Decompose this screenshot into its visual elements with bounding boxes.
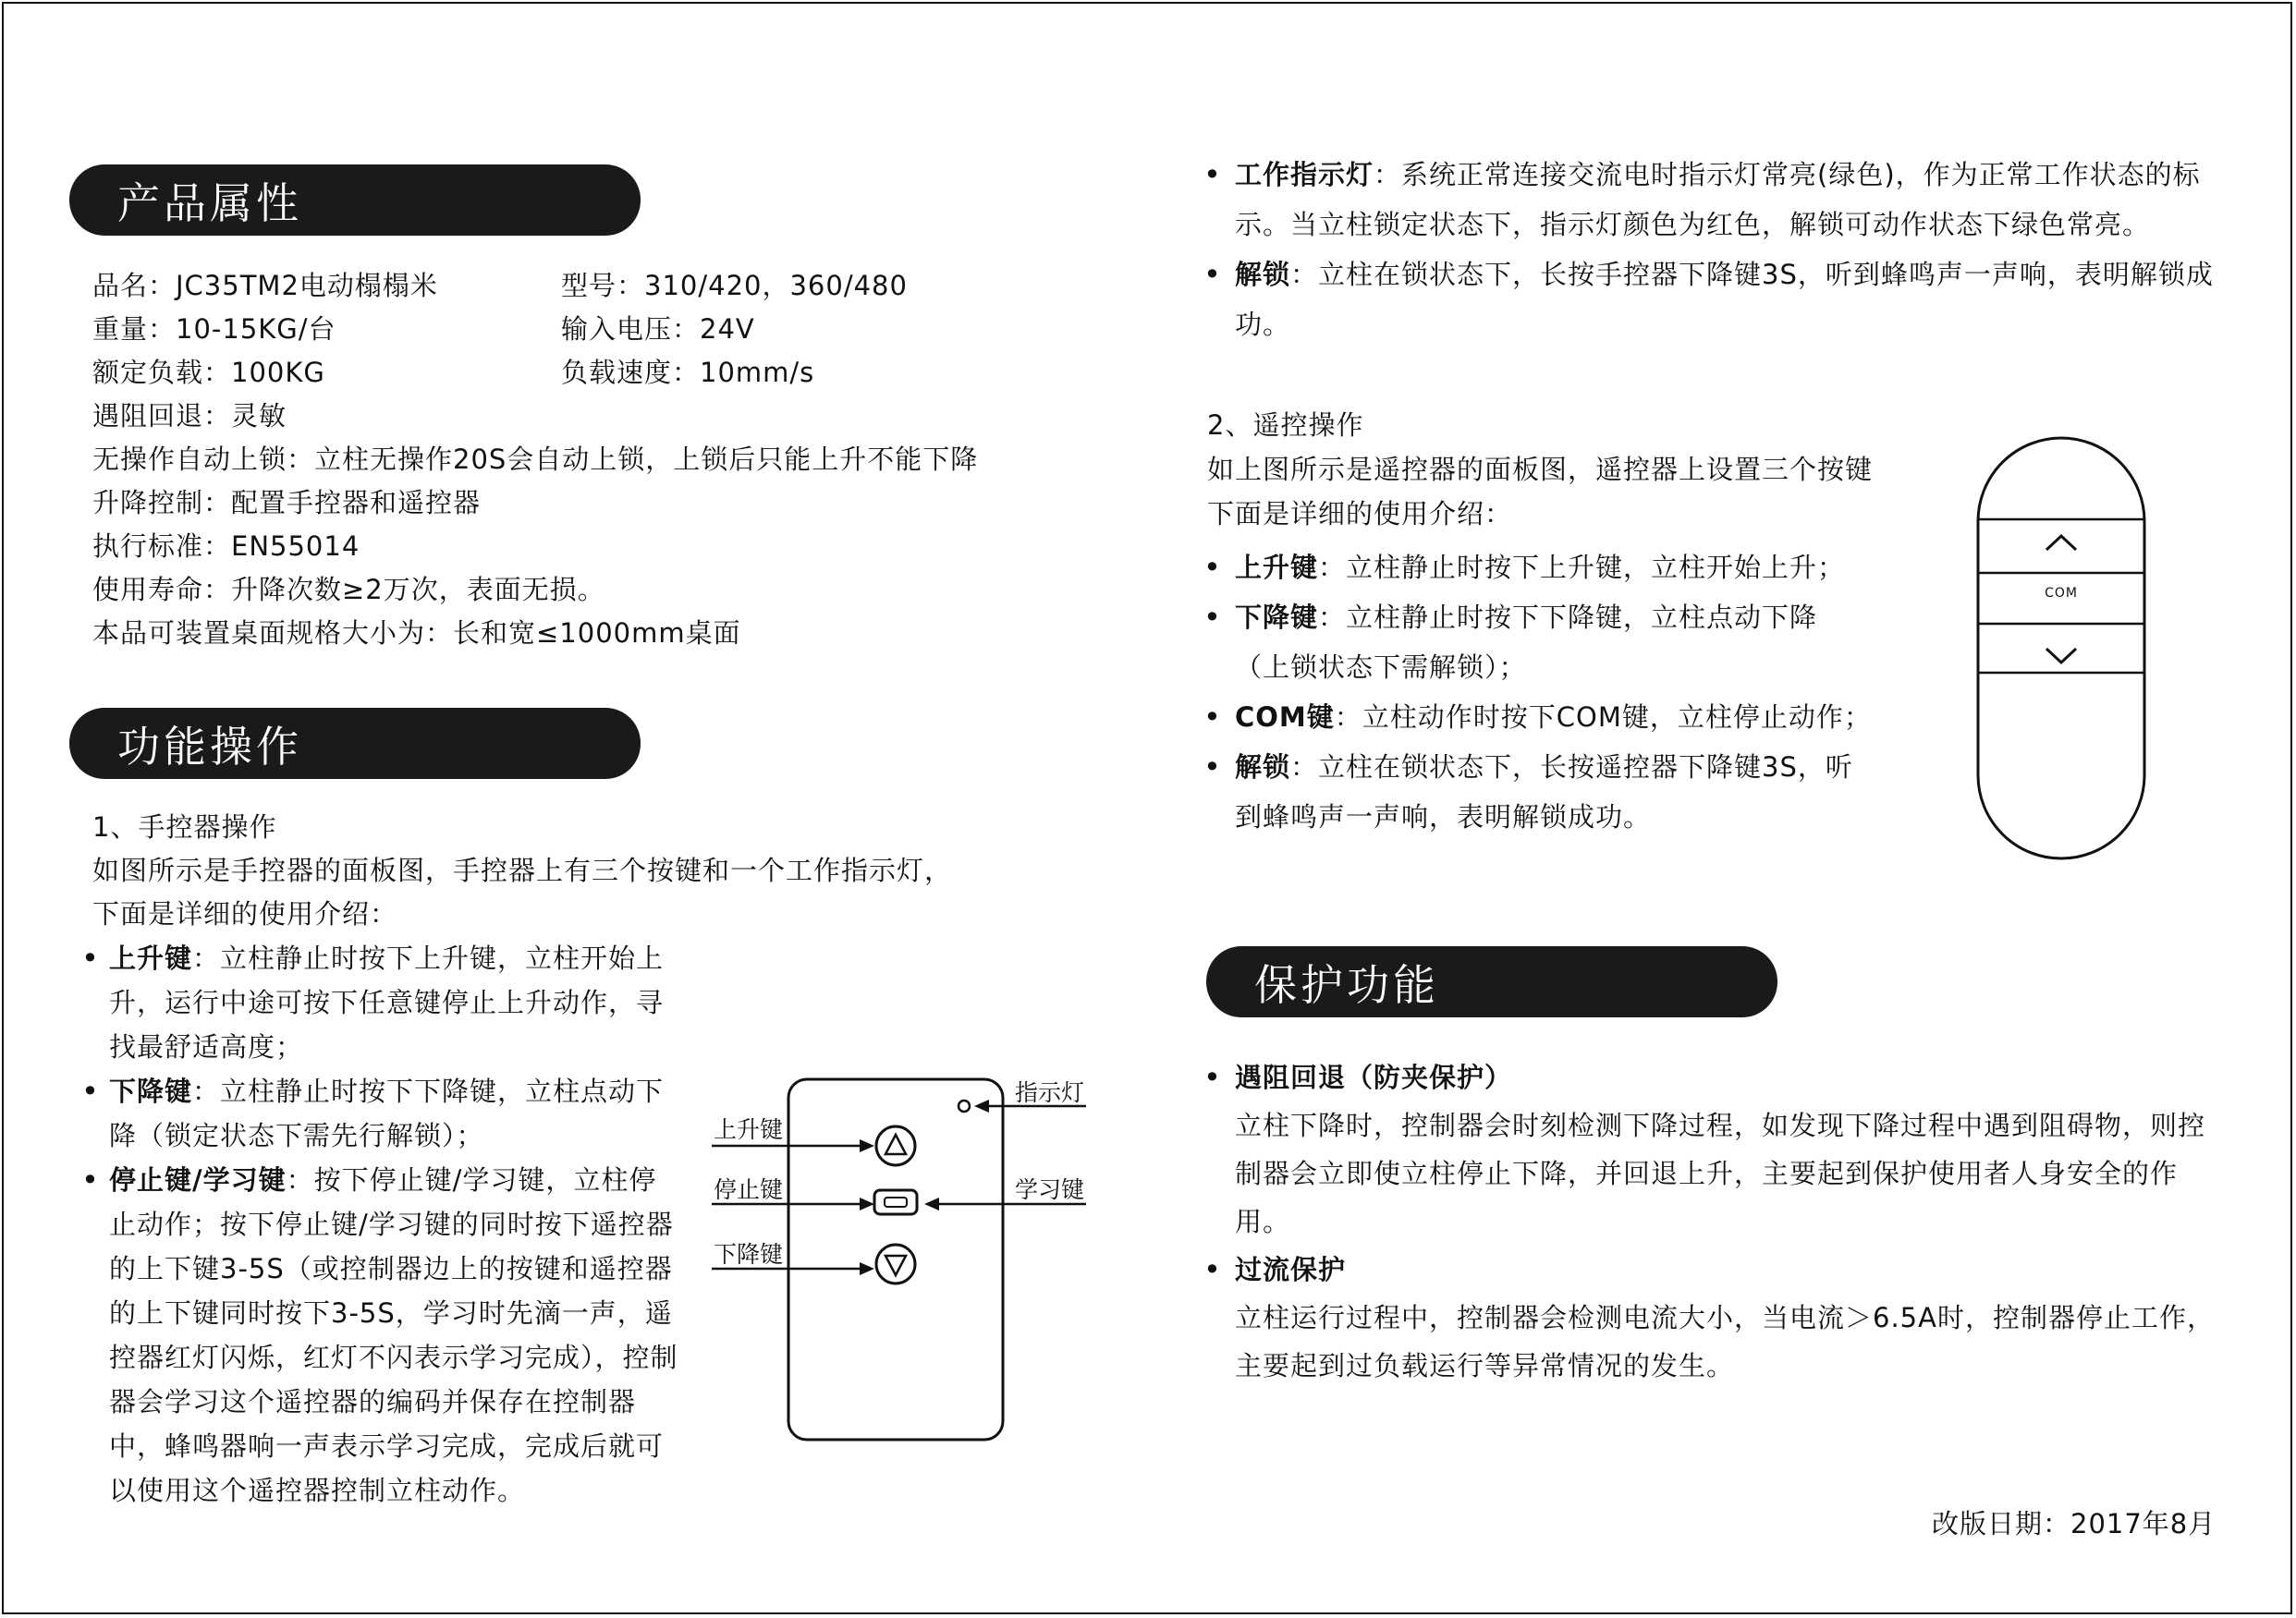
remote-up-chevron-icon <box>2046 536 2076 550</box>
remote-unlock-text2: 到蜂鸣声一声响，表明解锁成功。 <box>1235 801 1652 833</box>
obstacle-item <box>1203 1053 2220 1101</box>
hand-unlock-item <box>1203 249 2220 349</box>
indicator-light-icon <box>959 1101 970 1112</box>
down-arrow-icon <box>860 1262 874 1275</box>
up-triangle-icon <box>885 1135 906 1154</box>
protection-section-title <box>1206 946 1777 1017</box>
remote-up-text: ：立柱静止时按下上升键，立柱开始上升； <box>1318 552 1846 583</box>
hand-intro-line1: 如图所示是手控器的面板图，手控器上有三个按键和一个工作指示灯， <box>92 855 953 886</box>
obstacle-label: 遇阻回退（防夹保护） <box>1235 1062 1513 1093</box>
attr-voltage: 输入电压：24V <box>561 313 755 345</box>
remote-unlock-item <box>1203 742 1924 842</box>
work-indicator-text: ：系统正常连接交流电时指示灯常亮(绿色)，作为正常工作状态的标示。当立柱锁定状态下，指示灯颜色为红色，解锁可动作状态下绿色常亮。 <box>1235 159 2201 240</box>
attr-control: 升降控制：配置手控器和遥控器 <box>92 487 482 518</box>
hand-stop-item <box>81 1158 682 1513</box>
remote-down-label: 下降键 <box>1235 602 1319 633</box>
attr-standard: 执行标准：EN55014 <box>92 530 360 562</box>
remote-controller-diagram <box>1969 434 2154 869</box>
learn-arrow-icon <box>924 1198 939 1210</box>
remote-heading: 2、遥控操作 <box>1207 409 1364 441</box>
work-indicator-label: 工作指示灯 <box>1235 159 1374 190</box>
remote-com-label: COM键 <box>1235 701 1335 733</box>
hand-stop-text: ：按下停止键/学习键，立柱停止动作；按下停止键/学习键的同时按下遥控器的上下键3-5S（或控制器边上的按键和遥控器的上下键同时按下3-5S，学习时先滴一声，遥控器红灯闪烁，红灯不闪表示学习完成），控制器会学习这个遥控器的编码并保存在控制器中，蜂鸣器响一声表示学习完成，完成后就可以使用这个遥控器控制立柱动作。 <box>109 1164 678 1506</box>
attr-size: 本品可装置桌面规格大小为：长和宽≤1000mm桌面 <box>92 617 741 649</box>
operations-section-title <box>69 708 641 779</box>
remote-down-chevron-icon <box>2046 649 2076 663</box>
remote-down-text2: （上锁状态下需解锁）； <box>1235 651 1527 683</box>
remote-unlock-text: ：立柱在锁状态下，长按遥控器下降键3S，听 <box>1290 751 1853 783</box>
remote-com-button-label: COM <box>2045 586 2078 601</box>
remote-up-label: 上升键 <box>1235 552 1319 583</box>
hand-key-list <box>81 936 682 1513</box>
hand-up-item <box>81 936 682 1069</box>
hand-down-label: 下降键 <box>109 1076 193 1107</box>
remote-intro-line1: 如上图所示是遥控器的面板图，遥控器上设置三个按键 <box>1207 454 1874 485</box>
protection-title-text: 保护功能 <box>1254 959 1439 1010</box>
remote-key-list <box>1203 542 1924 842</box>
remote-unlock-label: 解锁 <box>1235 751 1291 783</box>
hand-down-item <box>81 1069 682 1158</box>
revision-date: 改版日期：2017年8月 <box>1932 1508 2217 1539</box>
label-up-key: 上升键 <box>714 1116 784 1143</box>
attr-autolock: 无操作自动上锁：立柱无操作20S会自动上锁，上锁后只能上升不能下降 <box>92 444 979 475</box>
hand-up-text: ：立柱静止时按下上升键，立柱开始上升，运行中途可按下任意键停止上升动作，寻找最舒适高度； <box>109 943 665 1063</box>
attributes-section-title <box>69 164 641 236</box>
label-stop-key: 停止键 <box>714 1176 784 1203</box>
remote-intro-line2: 下面是详细的使用介绍： <box>1207 498 1513 529</box>
label-down-key: 下降键 <box>714 1241 784 1268</box>
label-learn-key: 学习键 <box>1015 1176 1085 1203</box>
down-key-button <box>876 1245 915 1283</box>
remote-com-item <box>1203 692 1924 742</box>
remote-com-text: ：立柱动作时按下COM键，立柱停止动作； <box>1334 701 1872 733</box>
down-triangle-icon <box>885 1256 906 1275</box>
stop-inner-icon <box>885 1198 907 1207</box>
stop-key-button <box>874 1190 917 1214</box>
attributes-title-text: 产品属性 <box>117 177 302 228</box>
overcurrent-label: 过流保护 <box>1235 1254 1347 1285</box>
attr-weight: 重量：10-15KG/台 <box>92 313 336 345</box>
indicator-arrow-icon <box>974 1100 989 1113</box>
remote-down-item <box>1203 592 1924 692</box>
attr-life: 使用寿命：升降次数≥2万次，表面无损。 <box>92 574 605 605</box>
remote-body <box>1978 438 2144 858</box>
protection-list <box>1203 1053 2220 1390</box>
hand-intro-line2: 下面是详细的使用介绍： <box>92 898 398 930</box>
attr-rebound: 遇阻回退：灵敏 <box>92 400 287 432</box>
up-key-button <box>876 1126 915 1165</box>
remote-down-text: ：立柱静止时按下下降键，立柱点动下降 <box>1318 602 1818 633</box>
operations-title-text: 功能操作 <box>117 721 302 772</box>
hand-stop-label: 停止键/学习键 <box>109 1164 287 1196</box>
stop-arrow-icon <box>860 1198 874 1210</box>
up-arrow-icon <box>860 1139 874 1152</box>
attr-name: 品名：JC35TM2电动榻榻米 <box>92 270 438 301</box>
hand-up-label: 上升键 <box>109 943 193 974</box>
overcurrent-text: 立柱运行过程中，控制器会检测电流大小，当电流＞6.5A时，控制器停止工作，主要起到过负载运行等异常情况的发生。 <box>1235 1302 2215 1381</box>
hand-unlock-label: 解锁 <box>1235 259 1291 290</box>
overcurrent-item <box>1203 1246 2220 1294</box>
indicator-list <box>1203 150 2220 349</box>
label-indicator: 指示灯 <box>1015 1079 1085 1106</box>
hand-down-text: ：立柱静止时按下下降键，立柱点动下降（锁定状态下需先行解锁）； <box>109 1076 665 1151</box>
attr-load: 额定负载：100KG <box>92 357 325 388</box>
hand-heading: 1、手控器操作 <box>92 811 277 843</box>
obstacle-text: 立柱下降时，控制器会时刻检测下降过程，如发现下降过程中遇到阻碍物，则控制器会立即使立柱停止下降，并回退上升，主要起到保护使用者人身安全的作用。 <box>1235 1110 2206 1237</box>
hand-unlock-text: ：立柱在锁状态下，长按手控器下降键3S，听到蜂鸣声一声响，表明解锁成功。 <box>1235 259 2214 340</box>
work-indicator-item <box>1203 150 2220 249</box>
attr-model: 型号：310/420，360/480 <box>561 270 908 301</box>
attr-speed: 负载速度：10mm/s <box>561 357 815 388</box>
remote-up-item <box>1203 542 1924 592</box>
